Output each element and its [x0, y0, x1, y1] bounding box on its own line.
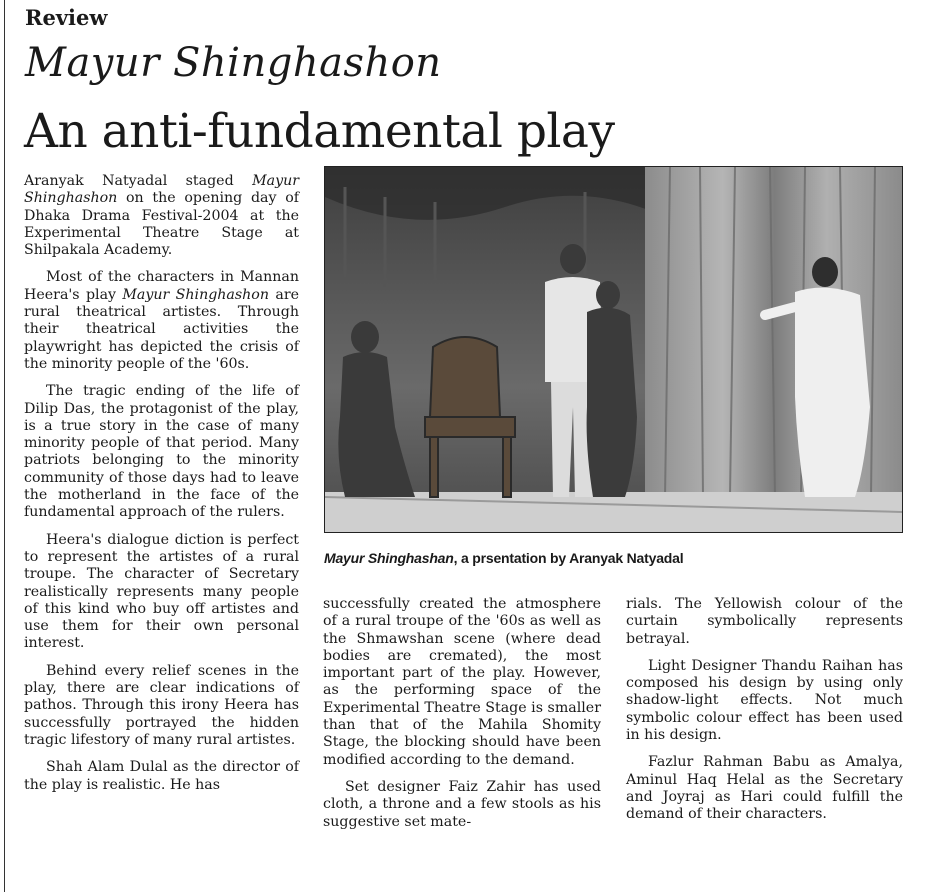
article-column-1	[24, 173, 299, 804]
paragraph-1: Aranyak Natyadal staged Mayur Shinghashon on the opening day of Dhaka Drama Festival-2004 at the Experimental Theatre Stage at Shilpakala Academy.	[24, 173, 299, 259]
photo-caption: Mayur Shinghashan, a prsentation by Aranyak Natyadal	[324, 550, 684, 566]
section-kicker: Review	[25, 5, 108, 30]
paragraph-5: Behind every relief scenes in the play, there are clear indications of pathos. Through this irony Heera has successfully portrayed the hidden tragic lifestory of many rural artistes.	[24, 662, 299, 748]
paragraph-11: Fazlur Rahman Babu as Amalya, Aminul Haq Helal as the Secretary and Joyraj as Hari could fulfill the demand of their characters.	[626, 754, 903, 823]
paragraph-9: rials. The Yellowish colour of the curtain symbolically represents betrayal.	[626, 596, 903, 647]
paragraph-3: The tragic ending of the life of Dilip Das, the protagonist of the play, is a true story in the case of many minority people of that period. Many patriots belonging to the minority community of those days had to leave the motherland in the face of the fundamental approach of the rulers.	[24, 383, 299, 521]
left-column-rule	[4, 0, 5, 892]
paragraph-7: successfully created the atmosphere of a rural troupe of the '60s as well as the Shmawshan scene (where dead bodies are cremated), the most important part of the play. However, as the performing space of the Experimental Theatre Stage is smaller than that of the Mahila Shomity Stage, the blocking should have been modified according to the demand.	[323, 596, 601, 768]
headline: An anti-fundamental play	[24, 104, 615, 159]
paragraph-10: Light Designer Thandu Raihan has composed his design by using only shadow-light effects. Not much symbolic colour effect has been used in his design.	[626, 657, 903, 744]
stage-photo	[324, 166, 903, 533]
play-title: Mayur Shinghashon	[25, 40, 442, 86]
article-column-3	[626, 596, 903, 834]
article-column-2	[323, 596, 601, 841]
paragraph-8: Set designer Faiz Zahir has used cloth, a throne and a few stools as his suggestive set mate-	[323, 778, 601, 830]
paragraph-4: Heera's dialogue diction is perfect to represent the artistes of a rural troupe. The character of Secretary realistically represents many people of this kind who buy off artistes and use them for their own personal interest.	[24, 531, 299, 652]
paragraph-2: Most of the characters in Mannan Heera's play Mayur Shinghashon are rural theatrical artistes. Through their theatrical activities the playwright has depicted the crisis of the minority people of the '60s.	[24, 269, 299, 372]
paragraph-6: Shah Alam Dulal as the director of the play is realistic. He has	[24, 759, 299, 793]
